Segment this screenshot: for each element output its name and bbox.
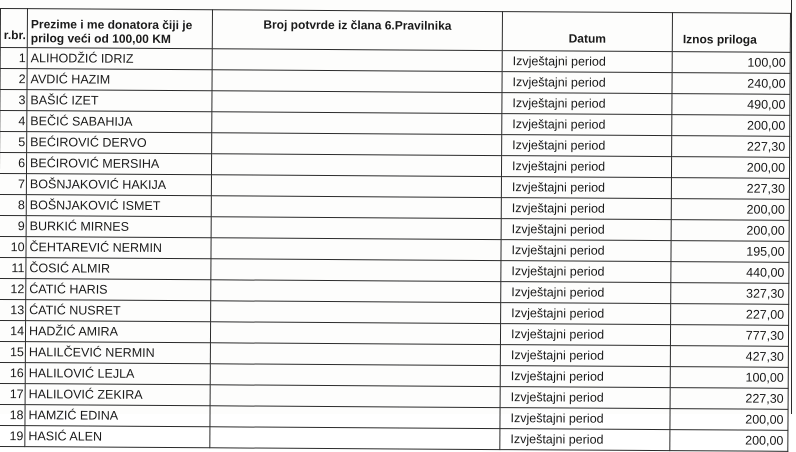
confirmation-number-cell — [212, 154, 502, 177]
date-cell: Izvještajni period — [500, 345, 670, 367]
donor-name-cell: BAŠIĆ IZET — [27, 90, 212, 112]
donor-name-cell: HALILOVIĆ ZEKIRA — [25, 384, 210, 406]
confirmation-number-cell — [212, 49, 502, 72]
row-number-cell: 8 — [0, 194, 26, 215]
donor-name-cell: ĆATIĆ NUSRET — [26, 300, 211, 322]
donor-name-cell: HALILOVIĆ LEJLA — [25, 363, 210, 385]
date-cell: Izvještajni period — [502, 93, 672, 115]
date-cell: Izvještajni period — [501, 177, 671, 199]
confirmation-number-cell — [210, 343, 500, 366]
date-cell: Izvještajni period — [501, 261, 671, 283]
confirmation-number-cell — [212, 91, 502, 114]
row-number-cell: 7 — [0, 173, 27, 194]
amount-cell: 240,00 — [672, 73, 790, 95]
donor-name-cell: ČOSIĆ ALMIR — [26, 258, 211, 280]
row-number-cell: 5 — [0, 132, 27, 153]
amount-cell: 490,00 — [672, 94, 790, 116]
row-number-cell: 10 — [0, 236, 26, 257]
date-cell: Izvještajni period — [502, 72, 672, 94]
amount-cell: 427,30 — [670, 346, 788, 368]
row-number-cell: 18 — [0, 404, 25, 425]
row-number-cell: 16 — [0, 362, 25, 383]
table-body — [0, 48, 790, 452]
date-cell: Izvještajni period — [500, 408, 670, 430]
amount-cell: 200,00 — [671, 199, 789, 221]
confirmation-number-cell — [212, 133, 502, 156]
donor-name-cell: HALILČEVIĆ NERMIN — [25, 342, 210, 364]
amount-cell: 200,00 — [671, 220, 789, 242]
confirmation-number-cell — [211, 280, 501, 303]
row-number-cell: 15 — [0, 341, 25, 362]
donor-name-cell: HADŽIĆ AMIRA — [25, 321, 210, 343]
row-number-cell: 14 — [0, 320, 26, 341]
table-header-row — [0, 9, 790, 53]
confirmation-number-cell — [212, 70, 502, 93]
donor-name-cell: BOŠNJAKOVIĆ ISMET — [26, 195, 211, 217]
amount-cell: 227,30 — [670, 388, 788, 410]
donor-name-cell: HAMZIĆ EDINA — [25, 405, 210, 427]
date-cell: Izvještajni period — [500, 387, 670, 409]
row-number-cell: 12 — [0, 278, 26, 299]
date-cell: Izvještajni period — [501, 198, 671, 220]
amount-cell: 440,00 — [671, 262, 789, 284]
date-cell: Izvještajni period — [501, 303, 671, 325]
row-number-cell: 3 — [0, 90, 27, 111]
page-edge-line — [791, 0, 792, 414]
confirmation-number-cell — [210, 322, 500, 345]
date-cell: Izvještajni period — [501, 240, 671, 262]
confirmation-number-cell — [211, 301, 501, 324]
column-header-confirmation-number: Broj potvrde iz člana 6.Pravilnika — [212, 10, 502, 51]
date-cell: Izvještajni period — [502, 51, 672, 73]
confirmation-number-cell — [211, 217, 501, 240]
confirmation-number-cell — [211, 259, 501, 282]
table-row — [0, 425, 788, 451]
donor-name-cell: BURKIĆ MIRNES — [26, 216, 211, 238]
column-header-date: Datum — [502, 12, 672, 52]
confirmation-number-cell — [210, 364, 500, 387]
amount-cell: 200,00 — [670, 430, 788, 452]
row-number-cell: 13 — [0, 299, 26, 320]
donor-table — [0, 8, 791, 452]
date-cell: Izvještajni period — [500, 324, 670, 346]
row-number-cell: 19 — [0, 425, 25, 446]
amount-cell: 195,00 — [671, 241, 789, 263]
confirmation-number-cell — [211, 238, 501, 261]
donor-name-cell: BEĆIROVIĆ MERSIHA — [27, 153, 212, 175]
confirmation-number-cell — [210, 427, 500, 450]
row-number-cell: 1 — [0, 48, 27, 69]
column-header-donor-name: Prezime i me donatora čiji je prilog veći od 100,00 KM — [27, 9, 212, 49]
amount-cell: 227,30 — [671, 178, 789, 200]
amount-cell: 227,30 — [672, 136, 790, 158]
amount-cell: 200,00 — [672, 115, 790, 137]
donor-name-cell: HASIĆ ALEN — [25, 426, 210, 448]
column-header-number: r.br. — [0, 9, 27, 48]
amount-cell: 200,00 — [670, 409, 788, 431]
donor-name-cell: ĆATIĆ HARIS — [26, 279, 211, 301]
date-cell: Izvještajni period — [500, 429, 670, 451]
donor-name-cell: BEČIĆ SABAHIJA — [27, 111, 212, 133]
donor-name-cell: AVDIĆ HAZIM — [27, 69, 212, 91]
amount-cell: 327,30 — [671, 283, 789, 305]
date-cell: Izvještajni period — [502, 135, 672, 157]
date-cell: Izvještajni period — [500, 366, 670, 388]
date-cell: Izvještajni period — [501, 282, 671, 304]
row-number-cell: 4 — [0, 111, 27, 132]
row-number-cell: 17 — [0, 383, 25, 404]
amount-cell: 200,00 — [671, 157, 789, 179]
confirmation-number-cell — [211, 196, 501, 219]
confirmation-number-cell — [211, 175, 501, 198]
date-cell: Izvještajni period — [501, 219, 671, 241]
row-number-cell: 11 — [0, 257, 26, 278]
donor-name-cell: ČEHTAREVIĆ NERMIN — [26, 237, 211, 259]
row-number-cell: 9 — [0, 215, 26, 236]
confirmation-number-cell — [210, 406, 500, 429]
amount-cell: 100,00 — [670, 367, 788, 389]
amount-cell: 777,30 — [670, 325, 788, 347]
date-cell: Izvještajni period — [502, 114, 672, 136]
donor-name-cell: ALIHODŽIĆ IDRIZ — [27, 48, 212, 70]
donor-name-cell: BEĆIROVIĆ DERVO — [27, 132, 212, 154]
donor-name-cell: BOŠNJAKOVIĆ HAKIJA — [26, 174, 211, 196]
date-cell: Izvještajni period — [501, 156, 671, 178]
row-number-cell: 6 — [0, 153, 27, 174]
row-number-cell: 2 — [0, 69, 27, 90]
confirmation-number-cell — [212, 112, 502, 135]
column-header-amount: Iznos priloga — [672, 13, 790, 53]
amount-cell: 100,00 — [672, 52, 790, 74]
amount-cell: 227,00 — [671, 304, 789, 326]
confirmation-number-cell — [210, 385, 500, 408]
